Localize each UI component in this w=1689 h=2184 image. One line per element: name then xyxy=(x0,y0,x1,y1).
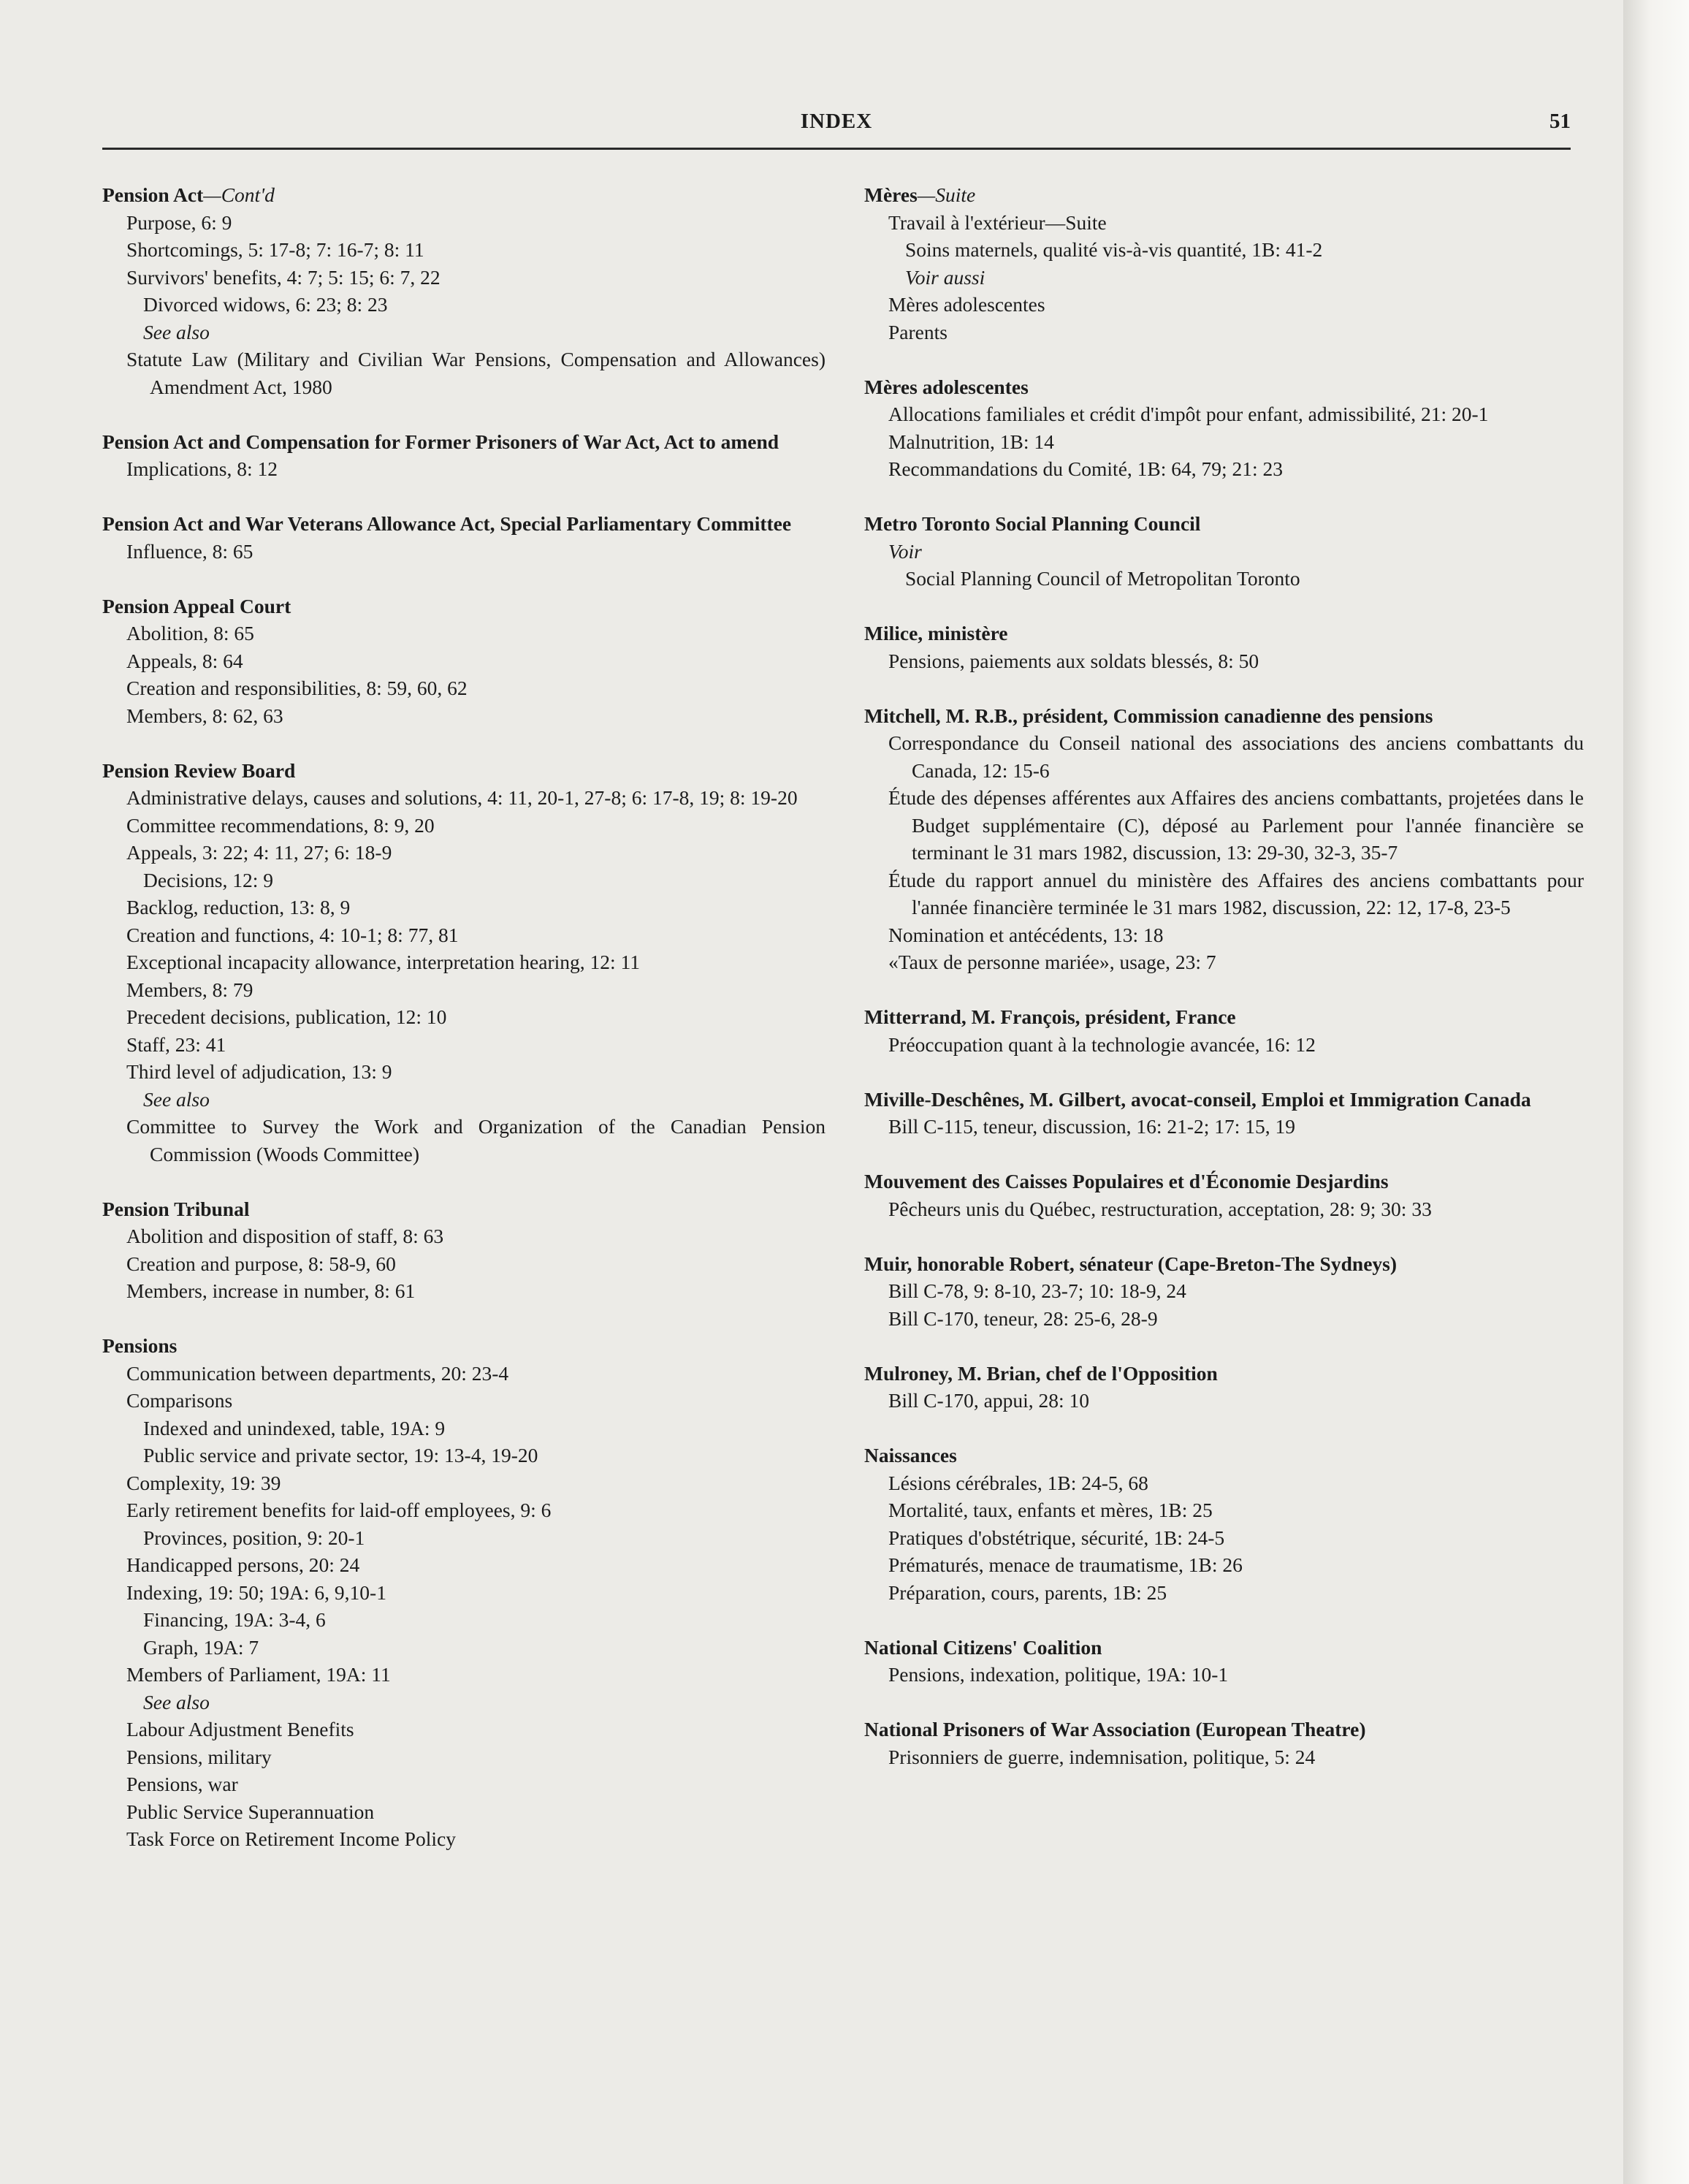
index-entry xyxy=(864,1360,1584,1415)
left-column xyxy=(102,181,826,1880)
entry-line: Préparation, cours, parents, 1B: 25 xyxy=(888,1580,1167,1604)
entry-line: Appeals, 3: 22; 4: 11, 27; 6: 18-9 xyxy=(126,841,392,864)
index-entry xyxy=(864,373,1584,483)
page-title: INDEX xyxy=(800,110,873,133)
entry-heading: Mères adolescentes xyxy=(864,375,1029,398)
entry-line: Committee recommendations, 8: 9, 20 xyxy=(126,813,435,837)
entry-line: Communication between departments, 20: 23-4 xyxy=(126,1361,509,1385)
index-entry xyxy=(102,1195,826,1305)
entry-line: Statute Law (Military and Civilian War Pensions, Compensation and Allowances) Amendment Act, 1980 xyxy=(126,348,826,398)
entry-line: Creation and responsibilities, 8: 59, 60, 62 xyxy=(126,677,468,699)
entry-line: Préoccupation quant à la technologie avancée, 16: 12 xyxy=(888,1032,1316,1056)
entry-line: Soins maternels, qualité vis-à-vis quantité, 1B: 41-2 xyxy=(905,238,1323,261)
entry-line: Malnutrition, 1B: 14 xyxy=(888,430,1054,453)
entry-line: Early retirement benefits for laid-off employees, 9: 6 xyxy=(126,1499,552,1521)
entry-line: Decisions, 12: 9 xyxy=(143,868,273,891)
entry-line: Pensions, paiements aux soldats blessés, 8: 50 xyxy=(888,649,1259,672)
entry-line: Public service and private sector, 19: 13-4, 19-20 xyxy=(143,1444,538,1466)
entry-line: Pensions, military xyxy=(126,1745,272,1768)
entry-heading: Pension Appeal Court xyxy=(102,594,291,617)
entry-line: Pensions, indexation, politique, 19A: 10-1 xyxy=(888,1663,1229,1686)
entry-heading: Pensions xyxy=(102,1334,178,1357)
index-entry xyxy=(102,757,826,1168)
entry-line: Exceptional incapacity allowance, interpretation hearing, 12: 11 xyxy=(126,951,641,973)
page-edge xyxy=(1623,0,1689,2184)
entry-line: Parents xyxy=(888,320,948,343)
entry-heading: National Prisoners of War Association (European Theatre) xyxy=(864,1718,1366,1740)
entry-heading: Pension Act and Compensation for Former Prisoners of War Act, Act to amend xyxy=(102,430,779,453)
index-entry xyxy=(864,1003,1584,1058)
entry-heading: Mitterrand, M. François, président, France xyxy=(864,1005,1236,1028)
entry-heading: National Citizens' Coalition xyxy=(864,1635,1102,1659)
entry-line: Pratiques d'obstétrique, sécurité, 1B: 24-5 xyxy=(888,1526,1225,1549)
index-entry xyxy=(864,1250,1584,1333)
entry-heading: Pension Review Board xyxy=(102,758,296,782)
entry-line: Prématurés, menace de traumatisme, 1B: 26 xyxy=(888,1553,1243,1576)
entry-heading: Pension Act—Cont'd xyxy=(102,183,275,206)
right-column xyxy=(864,181,1584,1798)
entry-line: Étude des dépenses afférentes aux Affaires des anciens combattants, projetées dans le Budget supplémentaire (C), déposé au Parlement pour l'année financière se terminant le 31 mars 1982, discussion, 13: 29-30, 32-3, 35-7 xyxy=(888,786,1584,864)
entry-heading: Milice, ministère xyxy=(864,622,1008,644)
index-entry xyxy=(864,1086,1584,1141)
entry-line: Members of Parliament, 19A: 11 xyxy=(126,1663,391,1686)
entry-heading: Pension Tribunal xyxy=(102,1197,250,1220)
entry-line: Bill C-170, teneur, 28: 25-6, 28-9 xyxy=(888,1306,1158,1330)
see-also: See also xyxy=(143,320,210,343)
entry-line: Implications, 8: 12 xyxy=(126,457,278,480)
index-entry xyxy=(102,181,826,400)
index-entry xyxy=(102,1332,826,1853)
entry-line: Provinces, position, 9: 20-1 xyxy=(143,1526,365,1549)
entry-line: Prisonniers de guerre, indemnisation, politique, 5: 24 xyxy=(888,1745,1316,1768)
index-entry xyxy=(102,593,826,730)
page-header xyxy=(102,110,1571,146)
entry-line: Abolition and disposition of staff, 8: 63 xyxy=(126,1225,444,1247)
entry-line: Travail à l'extérieur—Suite xyxy=(888,210,1107,234)
entry-line: Administrative delays, causes and solutions, 4: 11, 20-1, 27-8; 6: 17-8, 19; 8: 19-20 xyxy=(126,786,798,809)
index-entry xyxy=(864,181,1584,346)
entry-line: Allocations familiales et crédit d'impôt pour enfant, admissibilité, 21: 20-1 xyxy=(888,403,1489,425)
entry-line: Backlog, reduction, 13: 8, 9 xyxy=(126,896,351,918)
entry-line: Third level of adjudication, 13: 9 xyxy=(126,1060,392,1083)
index-entry xyxy=(864,1168,1584,1222)
entry-line: Recommandations du Comité, 1B: 64, 79; 21: 23 xyxy=(888,457,1284,480)
entry-line: Creation and purpose, 8: 58-9, 60 xyxy=(126,1252,396,1275)
entry-line: Members, 8: 79 xyxy=(126,978,253,1001)
entry-heading: Miville-Deschênes, M. Gilbert, avocat-conseil, Emploi et Immigration Canada xyxy=(864,1087,1531,1111)
entry-line: Pensions, war xyxy=(126,1773,238,1795)
page-number: 51 xyxy=(1549,110,1571,133)
entry-line: Lésions cérébrales, 1B: 24-5, 68 xyxy=(888,1471,1148,1494)
entry-heading: Metro Toronto Social Planning Council xyxy=(864,512,1201,535)
entry-line: Indexing, 19: 50; 19A: 6, 9,10-1 xyxy=(126,1580,386,1604)
entry-heading: Mouvement des Caisses Populaires et d'Économie Desjardins xyxy=(864,1170,1389,1192)
entry-line: Nomination et antécédents, 13: 18 xyxy=(888,923,1164,946)
entry-line: Bill C-115, teneur, discussion, 16: 21-2; 17: 15, 19 xyxy=(888,1115,1296,1138)
entry-line: Étude du rapport annuel du ministère des Affaires des anciens combattants pour l'année financière terminée le 31 mars 1982, discussion, 22: 12, 17-8, 23-5 xyxy=(888,868,1584,918)
entry-line: Comparisons xyxy=(126,1389,233,1412)
entry-line: Members, 8: 62, 63 xyxy=(126,704,283,727)
entry-line: Labour Adjustment Benefits xyxy=(126,1718,354,1740)
entry-line: Indexed and unindexed, table, 19A: 9 xyxy=(143,1416,446,1439)
index-entry xyxy=(102,510,826,565)
index-entry xyxy=(864,702,1584,976)
index-entry xyxy=(864,510,1584,593)
entry-line: Committee to Survey the Work and Organization of the Canadian Pension Commission (Woods Committee) xyxy=(126,1115,826,1165)
header-rule xyxy=(102,148,1571,150)
entry-line: Financing, 19A: 3-4, 6 xyxy=(143,1608,326,1631)
see-also: See also xyxy=(143,1087,210,1111)
entry-line: Influence, 8: 65 xyxy=(126,539,253,563)
entry-heading: Mères—Suite xyxy=(864,183,976,206)
see-also: See also xyxy=(143,1690,210,1713)
entry-heading: Mulroney, M. Brian, chef de l'Opposition xyxy=(864,1361,1218,1385)
entry-line: Pêcheurs unis du Québec, restructuration, acceptation, 28: 9; 30: 33 xyxy=(888,1197,1432,1220)
entry-line: Survivors' benefits, 4: 7; 5: 15; 6: 7, 22 xyxy=(126,265,441,289)
entry-line: Bill C-78, 9: 8-10, 23-7; 10: 18-9, 24 xyxy=(888,1279,1186,1302)
entry-line: Complexity, 19: 39 xyxy=(126,1471,281,1494)
entry-line: Staff, 23: 41 xyxy=(126,1032,226,1056)
index-entry xyxy=(102,428,826,483)
entry-line: Mères adolescentes xyxy=(888,293,1045,316)
entry-line: Task Force on Retirement Income Policy xyxy=(126,1827,456,1850)
see-also: Voir aussi xyxy=(905,265,985,289)
entry-line: Abolition, 8: 65 xyxy=(126,622,254,644)
entry-line: «Taux de personne mariée», usage, 23: 7 xyxy=(888,951,1216,973)
entry-line: Graph, 19A: 7 xyxy=(143,1635,259,1659)
entry-line: Correspondance du Conseil national des associations des anciens combattants du Canada, 12: 15-6 xyxy=(888,731,1584,782)
see-also: Voir xyxy=(888,539,922,563)
entry-line: Public Service Superannuation xyxy=(126,1800,375,1823)
entry-line: Bill C-170, appui, 28: 10 xyxy=(888,1389,1089,1412)
entry-heading: Pension Act and War Veterans Allowance Act, Special Parliamentary Committee xyxy=(102,512,792,535)
entry-line: Purpose, 6: 9 xyxy=(126,210,232,234)
entry-heading: Muir, honorable Robert, sénateur (Cape-Breton-The Sydneys) xyxy=(864,1252,1398,1275)
entry-line: Members, increase in number, 8: 61 xyxy=(126,1279,416,1302)
entry-heading: Mitchell, M. R.B., président, Commission canadienne des pensions xyxy=(864,704,1433,727)
index-entry xyxy=(864,1634,1584,1689)
entry-line: Handicapped persons, 20: 24 xyxy=(126,1553,360,1576)
entry-line: Divorced widows, 6: 23; 8: 23 xyxy=(143,293,388,316)
index-entry xyxy=(864,620,1584,674)
entry-line: Precedent decisions, publication, 12: 10 xyxy=(126,1005,447,1028)
entry-line: Mortalité, taux, enfants et mères, 1B: 25 xyxy=(888,1499,1213,1521)
index-entry xyxy=(864,1442,1584,1606)
entry-heading: Naissances xyxy=(864,1444,957,1466)
index-entry xyxy=(864,1716,1584,1770)
entry-line: Appeals, 8: 64 xyxy=(126,649,243,672)
entry-line: Creation and functions, 4: 10-1; 8: 77, 81 xyxy=(126,923,459,946)
entry-line: Shortcomings, 5: 17-8; 7: 16-7; 8: 11 xyxy=(126,238,424,261)
entry-line: Social Planning Council of Metropolitan Toronto xyxy=(905,567,1300,590)
